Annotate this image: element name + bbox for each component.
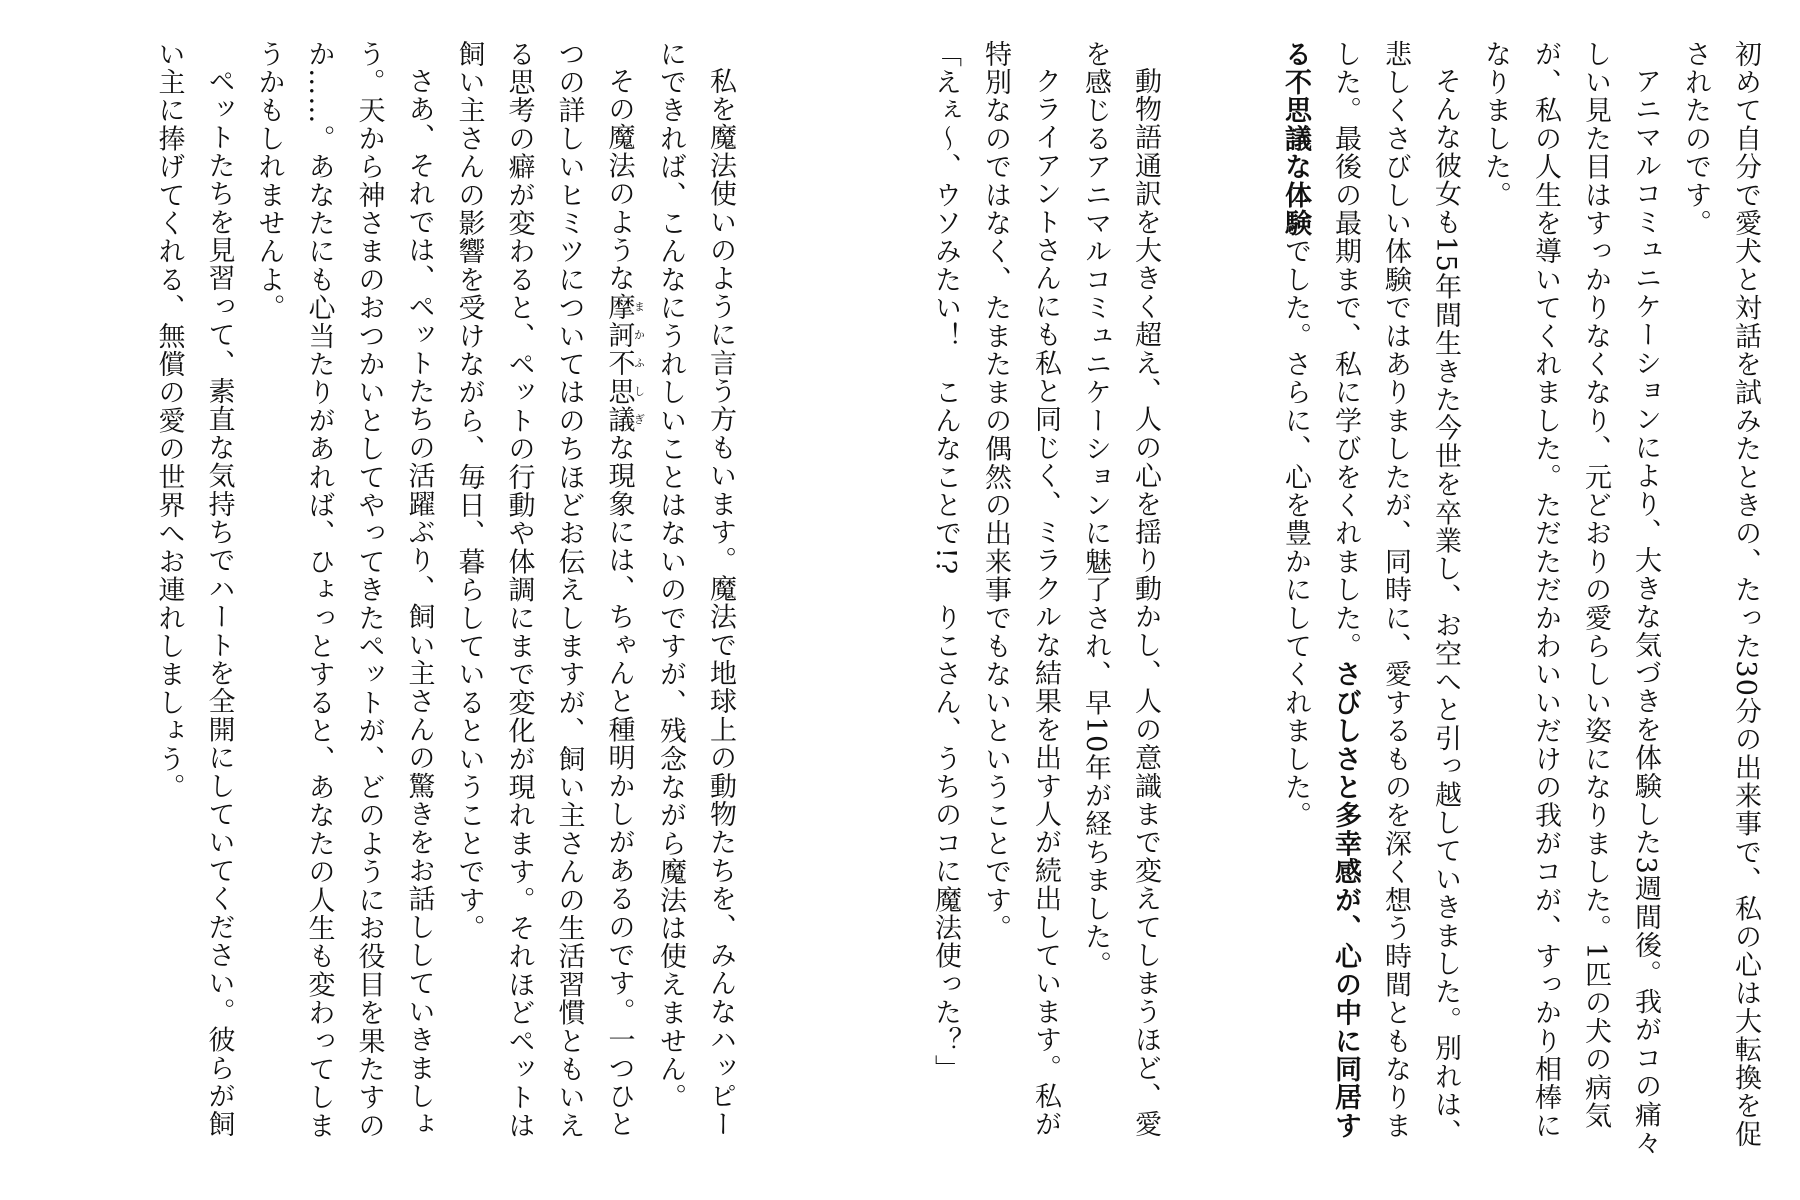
paragraph: アニマルコミュニケーションにより、大きな気づきを体験した3週間後。我がコの痛々しい見た目はすっかりなくなり、元どおりの愛らしい姿になりました。1匹の犬の病気が、私の人生を導いてくれました。ただただかわいいだけの我がコが、すっかり相棒になりました。 bbox=[1480, 40, 1661, 1157]
left-page bbox=[0, 0, 800, 1200]
bold-emphasis: さびしさと多幸感が、心の中に同居する不思議な体験 bbox=[1280, 40, 1361, 1140]
left-page-text bbox=[144, 40, 746, 1160]
right-page bbox=[930, 0, 1800, 1200]
ruby-base: 摩訶不思議 bbox=[603, 292, 635, 434]
right-page-text bbox=[920, 40, 1770, 1160]
ruby-annotation bbox=[603, 292, 646, 434]
paragraph: さあ、それでは、ペットたちの活躍ぶり、飼い主さんの驚きをお話ししていきましょう。天から神さまのおつかいとしてやってきたペットが、どのようにお役目を果たすのか……。あなたにも心当たりがあれば、ひょっとすると、あなたの人生も変わってしまうかもしれませんよ。 bbox=[253, 40, 435, 1140]
paragraph bbox=[444, 40, 646, 1160]
ruby-reading: まかふしぎ bbox=[632, 292, 646, 434]
text-run: な現象には、ちゃんと種明かしがあるのです。一つひとつの詳しいヒミツについてはのちほどお伝えしますが、飼い主さんの生活習慣ともいえる思考の癖が変わると、ペットの行動や体調にまで変化が現れます。それほどペットは飼い主さんの影響を受けながら、毎日、暮らしているということです。 bbox=[453, 40, 635, 1140]
paragraph: クライアントさんにも私と同じく、ミラクルな結果を出す人が続出しています。私が特別なのではなく、たまたまの偶然の出来事でもないということです。 bbox=[980, 40, 1061, 1139]
dialog-quote: 「えぇ〜、ウソみたい！ こんなことで!? りこさん、うちのコに魔法使った？」 bbox=[930, 40, 961, 1083]
text-run: さらに、心を豊かにしてくれました。 bbox=[1280, 350, 1311, 830]
paragraph: 動物語通訳を大きく超え、人の心を揺り動かし、人の意識まで変えてしまうほど、愛を感じるアニマルコミュニケーションに魅了され、早10年が経ちました。 bbox=[1080, 40, 1161, 1139]
paragraph: 初めて自分で愛犬と対話を試みたときの、たった30分の出来事で、私の心は大転換を促されたのです。 bbox=[1680, 40, 1761, 1149]
paragraph bbox=[1270, 40, 1470, 1160]
text-run: でした。 bbox=[1280, 237, 1311, 351]
paragraph: 私を魔法使いのように言う方もいます。魔法で地球上の動物たちを、みんなハッピーにできれば、こんなにうれしいことはないのですが、残念ながら魔法は使えません。 bbox=[655, 40, 736, 1139]
text-run: そんな彼女も15年間生きた今世を卒業し、お空へと引っ越していきました。別れは、悲しくさびしい体験ではありましたが、同時に、愛するものを深く想う時間ともなりました。最後の最期まで、私に学びをくれました。 bbox=[1330, 40, 1461, 1148]
text-run: その魔法のような bbox=[603, 67, 635, 293]
paragraph: ペットたちを見習って、素直な気持ちでハートを全開にしていてください。彼らが飼い主に捧げてくれる、無償の愛の世界へお連れしましょう。 bbox=[153, 40, 235, 1139]
